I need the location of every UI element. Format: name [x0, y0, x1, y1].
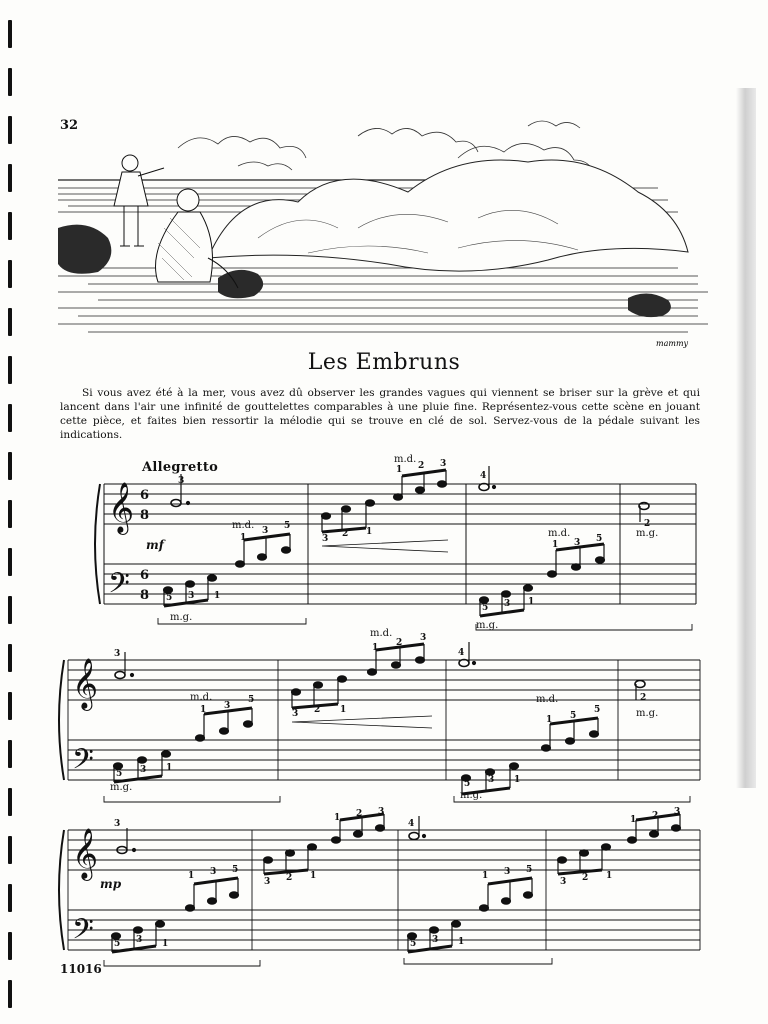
svg-text:𝄞: 𝄞	[72, 828, 99, 879]
svg-text:1: 1	[514, 775, 521, 785]
svg-text:m.d.: m.d.	[370, 628, 393, 639]
svg-text:3: 3	[504, 599, 511, 609]
svg-text:5: 5	[464, 779, 471, 789]
svg-text:3: 3	[114, 649, 121, 659]
svg-text:1: 1	[552, 540, 559, 550]
system-2	[59, 660, 700, 780]
svg-text:1: 1	[372, 643, 379, 653]
svg-text:1: 1	[310, 871, 317, 881]
svg-text:5: 5	[526, 865, 533, 875]
svg-text:1: 1	[606, 871, 613, 881]
svg-text:6: 6	[140, 568, 150, 583]
svg-text:2: 2	[356, 809, 363, 819]
svg-text:3: 3	[560, 877, 567, 887]
svg-text:m.g.: m.g.	[460, 790, 483, 801]
svg-text:3: 3	[178, 476, 185, 486]
svg-text:1: 1	[188, 871, 195, 881]
svg-text:1: 1	[166, 763, 173, 773]
svg-text:3: 3	[574, 538, 581, 548]
svg-text:m.d.: m.d.	[394, 454, 417, 465]
svg-text:3: 3	[210, 867, 217, 877]
svg-text:3: 3	[378, 807, 385, 817]
svg-text:1: 1	[366, 527, 373, 537]
svg-text:3: 3	[224, 701, 231, 711]
svg-text:5: 5	[410, 939, 417, 949]
tempo-marking: Allegretto	[142, 460, 219, 475]
svg-text:m.g.: m.g.	[476, 620, 499, 631]
catalog-number: 11016	[60, 962, 102, 976]
svg-text:𝄢: 𝄢	[72, 743, 94, 783]
svg-text:5: 5	[116, 769, 123, 779]
svg-text:5: 5	[166, 593, 173, 603]
svg-text:m.g.: m.g.	[636, 528, 659, 539]
svg-text:3: 3	[420, 633, 427, 643]
svg-text:m.d.: m.d.	[548, 528, 571, 539]
illustration-signature: mammy	[656, 339, 689, 348]
svg-text:1: 1	[162, 939, 169, 949]
svg-text:2: 2	[418, 461, 425, 471]
svg-text:1: 1	[396, 465, 403, 475]
svg-text:2: 2	[314, 705, 321, 715]
svg-text:1: 1	[482, 871, 489, 881]
svg-text:8: 8	[140, 508, 150, 523]
svg-text:1: 1	[630, 815, 637, 825]
svg-text:8: 8	[140, 588, 150, 603]
svg-text:𝄞: 𝄞	[72, 658, 99, 709]
svg-text:5: 5	[482, 603, 489, 613]
svg-text:3: 3	[432, 935, 439, 945]
svg-text:m.g.: m.g.	[110, 782, 133, 793]
svg-text:4: 4	[458, 648, 465, 658]
svg-text:1: 1	[240, 533, 247, 543]
svg-text:3: 3	[488, 775, 495, 785]
svg-text:3: 3	[322, 534, 329, 544]
svg-text:4: 4	[480, 471, 487, 481]
svg-text:1: 1	[200, 705, 207, 715]
svg-text:3: 3	[140, 765, 147, 775]
svg-text:3: 3	[504, 867, 511, 877]
intro-text: Si vous avez été à la mer, vous avez dû observer les grandes vagues qui viennent se briser sur la grève et qui lancent dans l'air une infinité de gouttelettes comparables à une pluie fine. Représentez-vous cette scène en jouant cette pièce, et faites bien ressortir la mélodie qui se trouve en clé de sol. Servez-vous de la pédale suivant les indications.	[60, 387, 700, 441]
hand-md: m.d.	[232, 520, 255, 531]
svg-text:3: 3	[292, 709, 299, 719]
svg-text:1: 1	[334, 813, 341, 823]
svg-text:3: 3	[262, 526, 269, 536]
svg-text:3: 3	[136, 935, 143, 945]
svg-text:5: 5	[596, 534, 603, 544]
svg-text:2: 2	[342, 529, 349, 539]
page-number: 32	[60, 118, 79, 133]
svg-text:5: 5	[114, 939, 121, 949]
dynamic-mf: mf	[146, 538, 164, 552]
svg-text:1: 1	[546, 715, 553, 725]
svg-text:3: 3	[674, 807, 681, 817]
svg-text:𝄢: 𝄢	[72, 913, 94, 953]
svg-text:5: 5	[594, 705, 601, 715]
svg-text:𝄞: 𝄞	[108, 482, 135, 533]
svg-text:m.d.: m.d.	[536, 694, 559, 705]
svg-text:2: 2	[286, 873, 293, 883]
svg-text:6: 6	[140, 488, 150, 503]
svg-text:1: 1	[458, 937, 465, 947]
svg-text:2: 2	[582, 873, 589, 883]
svg-text:2: 2	[396, 638, 403, 648]
svg-text:m.d.: m.d.	[190, 692, 213, 703]
svg-text:3: 3	[440, 459, 447, 469]
svg-text:5: 5	[232, 865, 239, 875]
svg-text:4: 4	[408, 819, 415, 829]
svg-text:3: 3	[114, 819, 121, 829]
svg-text:3: 3	[264, 877, 271, 887]
svg-text:𝄢: 𝄢	[108, 567, 130, 607]
dynamic-mp: mp	[100, 877, 122, 891]
svg-text:5: 5	[248, 695, 255, 705]
svg-text:2: 2	[652, 811, 659, 821]
svg-text:1: 1	[214, 591, 221, 601]
svg-text:3: 3	[188, 591, 195, 601]
hand-mg: m.g.	[170, 612, 193, 623]
svg-text:2: 2	[644, 519, 651, 529]
svg-text:5: 5	[570, 711, 577, 721]
system-1	[95, 484, 696, 604]
svg-text:1: 1	[340, 705, 347, 715]
svg-text:m.g.: m.g.	[636, 708, 659, 719]
svg-text:5: 5	[284, 521, 291, 531]
piece-title: Les Embruns	[307, 350, 461, 375]
svg-text:2: 2	[640, 693, 647, 703]
svg-text:1: 1	[528, 597, 535, 607]
